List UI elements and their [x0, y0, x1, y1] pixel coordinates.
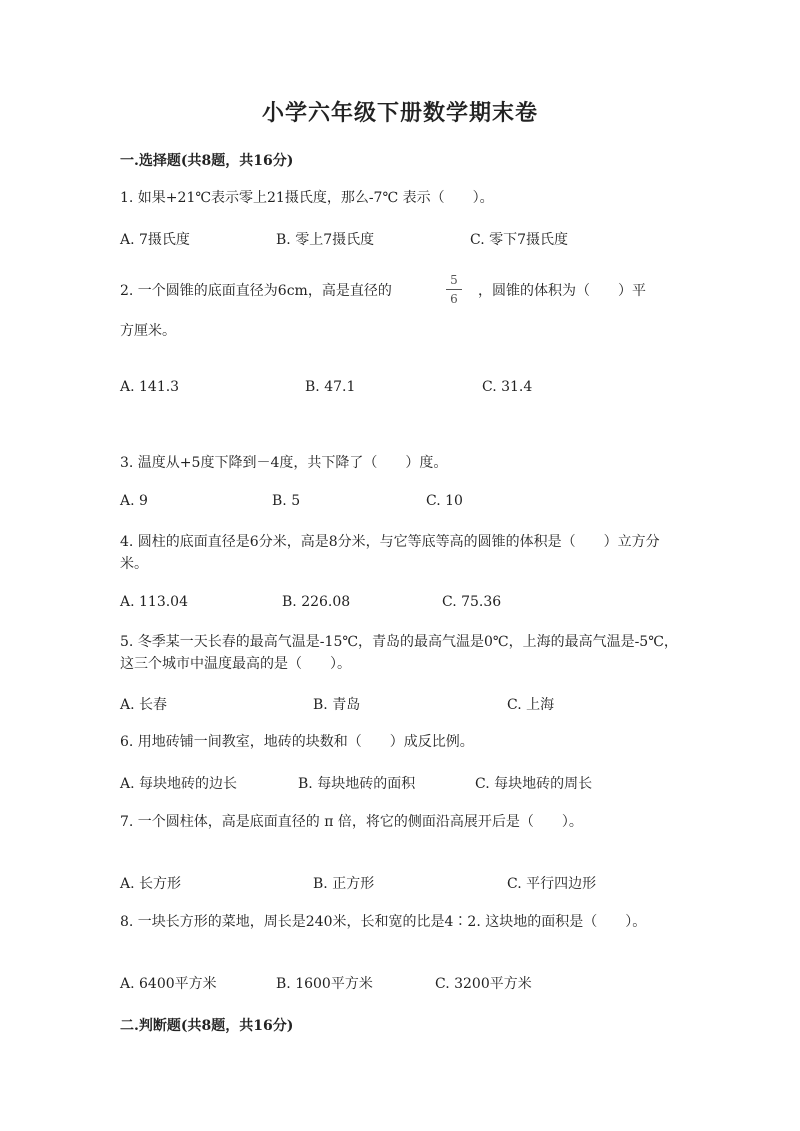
- fraction-denominator: 6: [450, 292, 458, 306]
- question-7: 7. 一个圆柱体，高是底面直径的 π 倍，将它的侧面沿高展开后是（ ）。: [120, 814, 583, 830]
- fraction-numerator: 5: [450, 273, 458, 287]
- q1-option-a: A. 7摄氏度: [120, 232, 190, 248]
- question-5: 5. 冬季某一天长春的最高气温是-15℃，青岛的最高气温是0℃，上海的最高气温是-5℃，这三个城市中温度最高的是（ ）。: [120, 634, 678, 672]
- q5-option-b: B. 青岛: [313, 697, 361, 713]
- q1-option-c: C. 零下7摄氏度: [470, 232, 569, 248]
- question-6: 6. 用地砖铺一间教室，地砖的块数和（ ）成反比例。: [120, 734, 474, 750]
- q6-option-b: B. 每块地砖的面积: [298, 776, 416, 792]
- q7-option-b: B. 正方形: [313, 876, 375, 892]
- page-title: 小学六年级下册数学期末卷: [261, 100, 538, 126]
- q4-option-c: C. 75.36: [442, 594, 502, 610]
- q6-option-a: A. 每块地砖的边长: [120, 776, 238, 792]
- q3-option-b: B. 5: [272, 493, 301, 509]
- q2-option-c: C. 31.4: [482, 379, 533, 395]
- question-2-text-c: 方厘米。: [120, 323, 176, 339]
- section-heading-judgement: 二.判断题(共8题，共16分): [120, 1018, 294, 1034]
- q8-option-b: B. 1600平方米: [276, 976, 373, 992]
- question-2-text-b: ，圆锥的体积为（ ）平: [478, 283, 646, 299]
- q5-option-c: C. 上海: [507, 697, 555, 713]
- q5-option-a: A. 长春: [120, 697, 168, 713]
- q8-option-c: C. 3200平方米: [435, 976, 532, 992]
- q8-option-a: A. 6400平方米: [120, 976, 217, 992]
- question-3: 3. 温度从+5度下降到－4度，共下降了（ ）度。: [120, 455, 448, 471]
- q3-option-a: A. 9: [120, 493, 148, 509]
- question-1: 1. 如果+21℃表示零上21摄氏度，那么-7℃ 表示（ ）。: [120, 190, 494, 206]
- question-4: 4. 圆柱的底面直径是6分米，高是8分米，与它等底等高的圆锥的体积是（ ）立方分米。: [120, 534, 660, 572]
- q4-option-a: A. 113.04: [120, 594, 188, 610]
- q1-option-b: B. 零上7摄氏度: [276, 232, 375, 248]
- q7-option-a: A. 长方形: [120, 876, 182, 892]
- question-2-text-a: 2. 一个圆锥的底面直径为6cm，高是直径的: [120, 283, 392, 299]
- q2-option-b: B. 47.1: [305, 379, 356, 395]
- section-heading-choice: 一.选择题(共8题，共16分): [120, 153, 294, 169]
- q4-option-b: B. 226.08: [282, 594, 351, 610]
- q7-option-c: C. 平行四边形: [507, 876, 597, 892]
- q2-option-a: A. 141.3: [120, 379, 180, 395]
- q6-option-c: C. 每块地砖的周长: [475, 776, 593, 792]
- question-8: 8. 一块长方形的菜地，周长是240米，长和宽的比是4∶2. 这块地的面积是（ ）。: [120, 914, 647, 930]
- fraction-five-sixths: [444, 273, 464, 306]
- q3-option-c: C. 10: [426, 493, 463, 509]
